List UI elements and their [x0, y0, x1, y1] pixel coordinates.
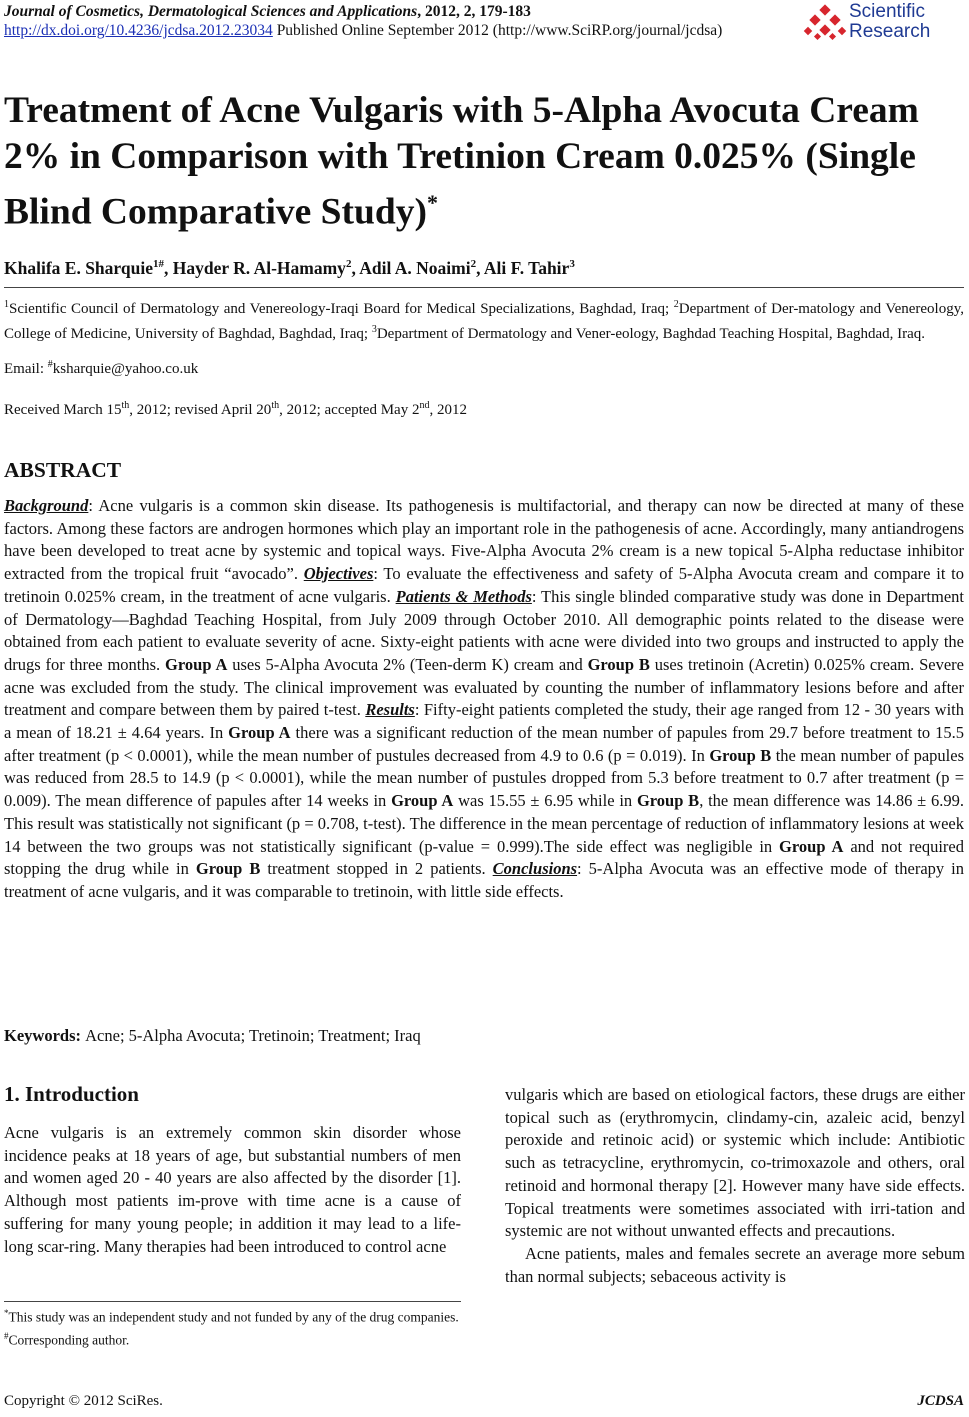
article-title: Treatment of Acne Vulgaris with 5-Alpha Avocuta Cream 2% in Comparison with Tretinion Cream 0.025% (Single Blind Comparative Study)*	[4, 90, 919, 233]
author-name: Adil A. Noaimi	[359, 258, 471, 278]
published-info: Published Online September 2012 (http://www.SciRP.org/journal/jcdsa)	[272, 22, 723, 39]
objectives-label: Objectives	[303, 564, 374, 584]
intro-paragraph: Acne patients, males and females secrete an average more sebum than normal subjects; sebaceous activity is	[505, 1243, 965, 1286]
contact-email: Email: #ksharquie@yahoo.co.uk	[4, 359, 199, 377]
author-name: Ali F. Tahir	[483, 258, 570, 278]
footnotes: *This study was an independent study and not funded by any of the drug companies. #Corresponding author.	[4, 1308, 459, 1347]
results-label: Results	[365, 700, 415, 720]
author-name: Hayder R. Al-Hamamy	[172, 258, 346, 278]
abstract-body: Background: Acne vulgaris is a common skin disease. Its pathogenesis is multifactorial, and therapy can now be directed at many of these factors. Among these factors are androgen hormones which play an important role in the pathogenesis of acne. Accordingly, many antiandrogens have been developed to treat acne by systemic and topical ways. Five-Alpha Avocuta 2% cream is a new topical 5-Alpha reductase inhibitor extracted from the tropical fruit “avocado”. Objectives: To evaluate the effectiveness and safety of 5-Alpha Avocuta cream and compare it to tretinoin 0.025% cream, in the treatment of acne vulgaris. Patients & Methods: This single blinded comparative study was done in Department of Dermatology—Baghdad Teaching Hospital, from July 2009 through October 2010. All demographic points related to the disease were obtained from each patient to evaluate severity of acne. Sixty-eight patients with acne were divided into two groups and instructed to apply the drugs for three months. Group A uses 5-Alpha Avocuta 2% (Teen-derm K) cream and Group B uses tretinoin (Acretin) 0.025% cream. Severe acne was excluded from the study. The clinical improvement was evaluated by counting the number of inflammatory lesions before and after treatment and compare between them by paired t-test. Results: Fifty-eight patients completed the study, their age ranged from 12 - 30 years with a mean of 18.21 ± 4.64 years. In Group A there was a significant reduction of the mean number of papules from 29.7 before treatment to 15.5 after treatment (p < 0.0001), while the mean number of pustules decreased from 4.9 to 0.6 (p = 0.019). In Group B the mean number of papules was reduced from 28.5 to 14.9 (p < 0.0001), while the mean number of pustules dropped from 5.3 before treatment to 0.7 after treatment (p = 0.009). The mean difference of papules after 14 weeks in Group A was 15.55 ± 6.95 while in Group B, the mean difference was 14.86 ± 6.99. This result was statistically not significant (p = 0.708, t-test). The difference in the mean percentage of reduction of inflammatory lesions at week 14 between the two groups was not statistically significant (p-value = 0.999).The side effect was negligible in Group A and not required stopping the drug while in Group B treatment stopped in 2 patients. Conclusions: 5-Alpha Avocuta was an effective mode of therapy in treatment of acne vulgaris, and it was comparable to tretinoin, with little side effects.	[4, 496, 965, 901]
background-label: Background	[4, 496, 89, 515]
conclusions-label: Conclusions	[492, 859, 578, 879]
title-footnote-mark: *	[426, 190, 438, 215]
abstract-heading: ABSTRACT	[4, 458, 122, 482]
author-list: Khalifa E. Sharquie$^{1\#}$, Hayder R. Al-Hamamy$^2$, Adil A. Noaimi$^2$, Ali F. Tahir$^3$	[4, 258, 575, 278]
journal-header	[4, 2, 722, 40]
logo-text: Scientific Research	[849, 1, 931, 42]
footnote-divider	[4, 1301, 461, 1302]
methods-label: Patients & Methods	[395, 586, 532, 606]
page-footer	[4, 1393, 964, 1410]
author-divider	[4, 287, 964, 288]
intro-column-left: Acne vulgaris is an extremely common skin disorder whose incidence peaks at 18 years of age, but substantial numbers of men and women aged 20 - 40 years are also affected by the disorder [1]. Although most patients im-prove with time acne is a cause of suffering for many young people; in addition it may lead to a life-long scar-ring. Many therapies had been introduced to control acne	[4, 1123, 461, 1256]
logo-mark-icon	[803, 4, 847, 44]
doi-link[interactable]: http://dx.doi.org/10.4236/jcdsa.2012.23034	[4, 22, 273, 39]
journal-abbreviation: JCDSA	[917, 1393, 964, 1409]
publisher-logo	[803, 1, 963, 44]
copyright: Copyright © 2012 SciRes.	[4, 1393, 163, 1409]
section-heading-introduction: 1. Introduction	[4, 1082, 139, 1106]
author-name: Khalifa E. Sharquie	[4, 258, 153, 278]
keywords: Keywords: Acne; 5-Alpha Avocuta; Tretinoin; Treatment; Iraq	[4, 1026, 421, 1045]
intro-column-right	[505, 1084, 965, 1288]
intro-paragraph: vulgaris which are based on etiological factors, these drugs are either topical such as (erythromycin, clindamy-cin, azaleic acid, benzyl peroxide and retinoic acid) or systemic which include: Antibiotic such as tetracycline, erythromycin, co-trimoxazole and others, oral retinoid and hormonal therapy [2]. However many have side effects. Topical treatments were sometimes associated with irri-tation and systemic are not without unwanted effects and precautions.	[505, 1085, 965, 1241]
journal-issue: , 2012, 2, 179-183	[417, 3, 531, 20]
email-address[interactable]: ksharquie@yahoo.co.uk	[52, 361, 199, 377]
journal-title: Journal of Cosmetics, Dermatological Sciences and Applications	[4, 3, 418, 20]
affiliations: $^1$Scientific Council of Dermatology and Venereology-Iraqi Board for Medical Specializations, Baghdad, Iraq; $^2$Department of Der-matology and Venereology, College of Medicine, University of Baghdad, Baghdad, Iraq; $^3$Department of Dermatology and Vener-eology, Baghdad Teaching Hospital, Baghdad, Iraq.	[4, 299, 965, 342]
received-dates: Received March 15th, 2012; revised April 20th, 2012; accepted May 2nd, 2012	[4, 400, 467, 418]
